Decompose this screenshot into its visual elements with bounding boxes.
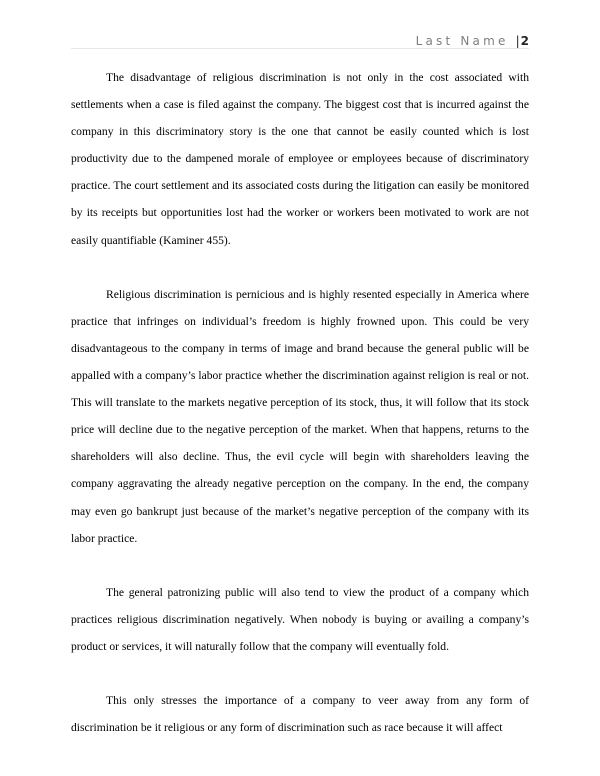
page-header	[416, 33, 529, 49]
paragraph: Religious discrimination is pernicious and is highly resented especially in America where practice that infringes on individual’s freedom is highly frowned upon. This could be very disadvantageous to the company in terms of image and brand because the general public will be appalled with a company’s labor practice whether the discrimination against religion is real or not. This will translate to the markets negative perception of its stock, thus, it will follow that its stock price will decline due to the negative perception of the market. When that happens, returns to the shareholders will also decline. Thus, the evil cycle will begin with shareholders leaving the company aggravating the already negative perception on the company. In the end, the company may even go bankrupt just because of the market’s negative perception of the company with its labor practice.	[71, 287, 529, 545]
paragraph: The disadvantage of religious discrimination is not only in the cost associated with settlements when a case is filed against the company. The biggest cost that is incurred against the company in this discriminatory story is the one that cannot be easily counted which is lost productivity due to the dampened morale of employee or employees because of discriminatory practice. The court settlement and its associated costs during the litigation can easily be monitored by its receipts but opportunities lost had the worker or workers been motivated to work are not easily quantifiable (Kaminer 455).	[71, 71, 529, 247]
paragraph: This only stresses the importance of a company to veer away from any form of discrimination be it religious or any form of discrimination such as race because it will affect	[71, 694, 529, 735]
paragraph: The general patronizing public will also tend to view the product of a company which practices religious discrimination negatively. When nobody is buying or availing a company’s product or services, it will naturally follow that the company will eventually fold.	[71, 585, 529, 653]
document-body	[71, 64, 529, 768]
page-number: 2	[520, 34, 529, 48]
header-divider	[71, 48, 529, 49]
header-separator: |	[515, 34, 521, 48]
running-head: Last Name	[415, 34, 509, 48]
